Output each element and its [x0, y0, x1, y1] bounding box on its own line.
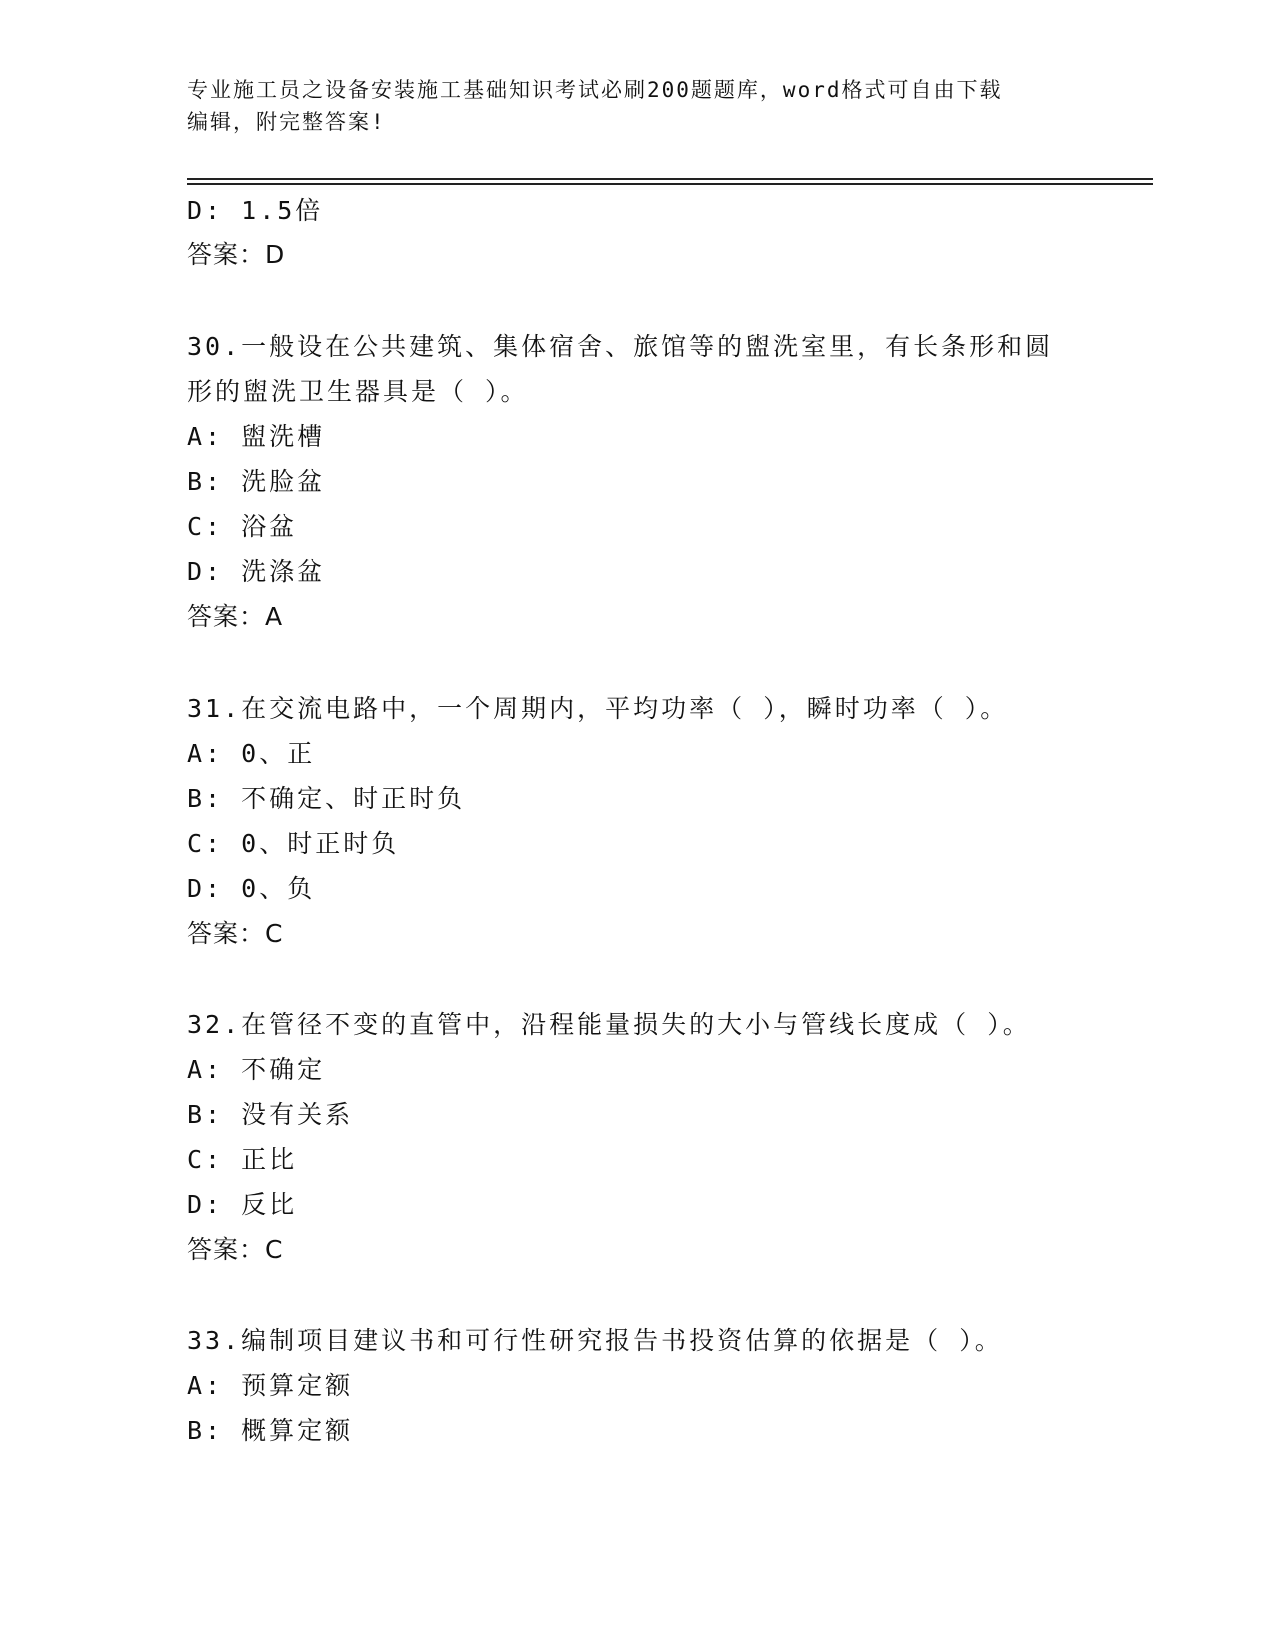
option-line: D: 0、负	[187, 874, 316, 903]
option-line: D: 反比	[187, 1190, 298, 1219]
document-header	[187, 74, 1087, 138]
header-line-2: 编辑，附完整答案!	[187, 110, 386, 134]
answer-line: 答案：D	[187, 240, 286, 269]
question-line: 形的盥洗卫生器具是（ ）。	[187, 377, 529, 406]
option-line: B: 不确定、时正时负	[187, 784, 466, 813]
option-line: B: 概算定额	[187, 1416, 354, 1445]
header-divider-top	[187, 178, 1153, 180]
option-line: D: 1.5倍	[187, 196, 324, 225]
header-divider-bottom	[187, 183, 1153, 185]
option-line: A: 0、正	[187, 739, 316, 768]
question-line: 30.一般设在公共建筑、集体宿舍、旅馆等的盥洗室里，有长条形和圆	[187, 332, 1054, 361]
option-line: B: 洗脸盆	[187, 467, 326, 496]
answer-line: 答案：A	[187, 602, 284, 631]
question-line: 31.在交流电路中，一个周期内，平均功率（ ），瞬时功率（ ）。	[187, 694, 1009, 723]
option-line: C: 浴盆	[187, 512, 298, 541]
header-line-1: 专业施工员之设备安装施工基础知识考试必刷200题题库，word格式可自由下载	[187, 78, 1003, 102]
option-line: B: 没有关系	[187, 1100, 354, 1129]
question-line: 33.编制项目建议书和可行性研究报告书投资估算的依据是（ ）。	[187, 1326, 1003, 1355]
option-line: D: 洗涤盆	[187, 557, 326, 586]
question-line: 32.在管径不变的直管中，沿程能量损失的大小与管线长度成（ ）。	[187, 1010, 1031, 1039]
option-line: A: 预算定额	[187, 1371, 354, 1400]
option-line: C: 正比	[187, 1145, 298, 1174]
option-line: A: 不确定	[187, 1055, 326, 1084]
answer-line: 答案：C	[187, 919, 284, 948]
option-line: A: 盥洗槽	[187, 422, 326, 451]
option-line: C: 0、时正时负	[187, 829, 400, 858]
answer-line: 答案：C	[187, 1235, 284, 1264]
